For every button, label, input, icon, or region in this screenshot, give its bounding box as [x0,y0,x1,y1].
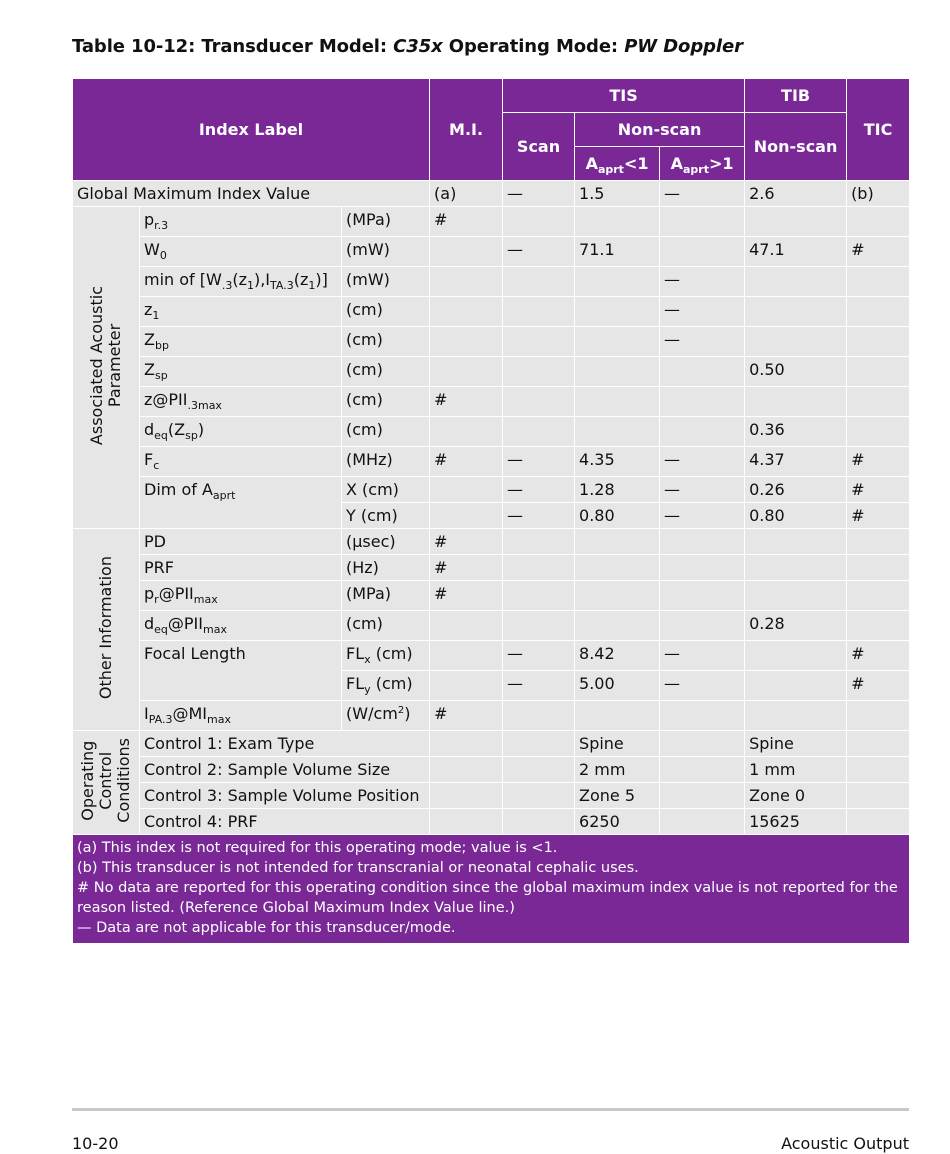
cell-gt1: — [660,671,745,701]
cell-tib: 15625 [745,809,847,835]
header-tib: TIB [745,79,847,113]
cell-lt1: 6250 [575,809,660,835]
cell-tic: # [847,503,910,529]
header-tic: TIC [847,79,910,181]
cell-scan: — [503,181,575,207]
cell-scan [503,731,575,757]
param-unit: (cm) [342,327,430,357]
header-non-scan: Non-scan [575,113,745,147]
cell-scan: — [503,477,575,503]
cell-lt1: 71.1 [575,237,660,267]
cell-tib: Zone 0 [745,783,847,809]
cell-lt1 [575,327,660,357]
group-other-information: Other Information [73,529,140,731]
table-row [73,237,910,267]
cell-mi: # [430,701,503,731]
param-label: PRF [140,555,342,581]
param-unit: (Hz) [342,555,430,581]
cell-tic [847,387,910,417]
cell-scan [503,267,575,297]
cell-mi [430,477,503,503]
header-mi: M.I. [430,79,503,181]
table-row [73,327,910,357]
cell-mi: # [430,447,503,477]
page-number: 10-20 [72,1134,119,1153]
control-label: Control 1: Exam Type [140,731,430,757]
cell-mi: # [430,529,503,555]
table-row [73,267,910,297]
cell-gt1 [660,611,745,641]
cell-lt1: 0.80 [575,503,660,529]
param-unit: $(W/cm^2)$ [342,701,430,731]
cell-mi [430,671,503,701]
param-unit: (MPa) [342,207,430,237]
param-unit: $FL_y$ (cm) [342,671,430,701]
cell-mi [430,641,503,671]
table-row [73,611,910,641]
cell-tib: Spine [745,731,847,757]
cell-mi [430,809,503,835]
table-row [73,783,910,809]
control-label: Control 2: Sample Volume Size [140,757,430,783]
table-row [73,297,910,327]
cell-scan [503,555,575,581]
cell-tic: # [847,477,910,503]
cell-gt1 [660,207,745,237]
cell-tic: (b) [847,181,910,207]
param-label: $z@PII_{.3max}$ [140,387,342,417]
param-label: $F_c$ [140,447,342,477]
header-scan: Scan [503,113,575,181]
table-row [73,477,910,503]
cell-mi [430,357,503,387]
cell-scan [503,809,575,835]
cell-lt1: 8.42 [575,641,660,671]
cell-tib: 1 mm [745,757,847,783]
cell-tib [745,641,847,671]
cell-scan [503,701,575,731]
header-tis: TIS [503,79,745,113]
cell-mi [430,503,503,529]
cell-tic [847,809,910,835]
param-unit: $FL_x$ (cm) [342,641,430,671]
table-notes [73,835,910,944]
group-operating-control-conditions: Operating Control Conditions [73,731,140,835]
cell-gt1 [660,757,745,783]
param-unit: (MPa) [342,581,430,611]
cell-tib: 2.6 [745,181,847,207]
note-a: (a) This index is not required for this operating mode; value is <1. [77,840,558,856]
param-label: $d_{eq}(Z_{sp})$ [140,417,342,447]
cell-tic [847,731,910,757]
note-b: (b) This transducer is not intended for transcranial or neonatal cephalic uses. [77,860,639,876]
cell-lt1: 1.5 [575,181,660,207]
cell-scan [503,327,575,357]
cell-lt1 [575,701,660,731]
table-row [73,529,910,555]
header-aaprt-gt1: $A_{aprt}>1$ [660,147,745,181]
cell-tic [847,757,910,783]
cell-lt1 [575,529,660,555]
cell-gt1 [660,387,745,417]
cell-tic [847,783,910,809]
cell-mi: # [430,387,503,417]
table-row [73,207,910,237]
table-row [73,641,910,671]
cell-gt1 [660,417,745,447]
cell-tib: 0.50 [745,357,847,387]
cell-gt1 [660,555,745,581]
section-name: Acoustic Output [781,1134,909,1153]
table-row [73,447,910,477]
cell-tib: 0.26 [745,477,847,503]
global-max-row [73,181,910,207]
cell-tib: 0.28 [745,611,847,641]
group-associated-acoustic-parameter: Associated Acoustic Parameter [73,207,140,529]
table-row [73,387,910,417]
cell-gt1: — [660,327,745,357]
cell-tib [745,529,847,555]
param-unit: (cm) [342,611,430,641]
cell-gt1 [660,701,745,731]
cell-scan: — [503,447,575,477]
cell-tic [847,417,910,447]
cell-scan [503,611,575,641]
cell-tib [745,555,847,581]
cell-mi: # [430,581,503,611]
cell-scan [503,757,575,783]
cell-gt1: — [660,297,745,327]
cell-mi [430,611,503,641]
cell-scan: — [503,503,575,529]
control-label: Control 4: PRF [140,809,430,835]
note-dash: — Data are not applicable for this transducer/mode. [77,920,456,936]
cell-tib [745,267,847,297]
cell-gt1: — [660,477,745,503]
cell-lt1: Spine [575,731,660,757]
param-unit: (cm) [342,387,430,417]
param-unit: (cm) [342,417,430,447]
header-index-label: Index Label [73,79,430,181]
cell-tib: 47.1 [745,237,847,267]
cell-mi [430,267,503,297]
cell-tic: # [847,641,910,671]
cell-tic [847,581,910,611]
table-row [73,701,910,731]
cell-gt1 [660,581,745,611]
cell-scan [503,297,575,327]
cell-mi: # [430,207,503,237]
cell-tib: 4.37 [745,447,847,477]
cell-lt1: 2 mm [575,757,660,783]
cell-lt1 [575,267,660,297]
cell-tib [745,671,847,701]
cell-gt1: — [660,181,745,207]
cell-gt1 [660,357,745,387]
param-unit: (mW) [342,267,430,297]
table-row [73,757,910,783]
cell-scan [503,207,575,237]
cell-tic [847,207,910,237]
header-aaprt-lt1: $A_{aprt}<1$ [575,147,660,181]
cell-tib [745,207,847,237]
cell-mi [430,731,503,757]
cell-tic: # [847,447,910,477]
table-row [73,581,910,611]
cell-tib [745,297,847,327]
cell-gt1 [660,731,745,757]
param-unit: (mW) [342,237,430,267]
cell-tic [847,297,910,327]
control-label: Control 3: Sample Volume Position [140,783,430,809]
cell-tic [847,701,910,731]
cell-gt1 [660,237,745,267]
param-label: Focal Length [140,641,342,701]
cell-tib: 0.80 [745,503,847,529]
cell-lt1 [575,555,660,581]
cell-tic: # [847,671,910,701]
cell-tib [745,327,847,357]
cell-mi [430,297,503,327]
param-label: $z_1$ [140,297,342,327]
table-row [73,731,910,757]
param-unit: X (cm) [342,477,430,503]
cell-tic [847,611,910,641]
param-label: $Z_{bp}$ [140,327,342,357]
cell-scan [503,529,575,555]
cell-scan: — [503,237,575,267]
cell-scan [503,417,575,447]
cell-tic [847,267,910,297]
cell-tib: 0.36 [745,417,847,447]
global-max-label: Global Maximum Index Value [73,181,430,207]
cell-tib [745,701,847,731]
cell-mi: # [430,555,503,581]
param-label: $Z_{sp}$ [140,357,342,387]
cell-mi [430,757,503,783]
param-unit: (cm) [342,357,430,387]
cell-lt1 [575,297,660,327]
cell-mi [430,327,503,357]
cell-gt1 [660,783,745,809]
param-label: $d_{eq}@PII_{max}$ [140,611,342,641]
param-label: min of $[W_{.3}(z_1),I_{TA.3}(z_1)]$ [140,267,342,297]
param-unit: Y (cm) [342,503,430,529]
cell-lt1 [575,611,660,641]
table-row [73,555,910,581]
footer-rule [72,1108,909,1111]
param-label: $W_0$ [140,237,342,267]
param-label: $p_r@PII_{max}$ [140,581,342,611]
cell-mi: (a) [430,181,503,207]
cell-scan: — [503,671,575,701]
cell-tic [847,327,910,357]
param-label: $I_{PA.3}@MI_{max}$ [140,701,342,731]
cell-mi [430,237,503,267]
cell-scan [503,581,575,611]
cell-scan [503,357,575,387]
cell-gt1 [660,529,745,555]
cell-tic [847,357,910,387]
param-label: PD [140,529,342,555]
table-caption: Table 10-12: Transducer Model: C35x Operating Mode: PW Doppler [72,36,743,57]
param-label: Dim of $A_{aprt}$ [140,477,342,529]
param-unit: (cm) [342,297,430,327]
table-row [73,809,910,835]
table-row [73,357,910,387]
cell-tib [745,387,847,417]
cell-lt1: 1.28 [575,477,660,503]
cell-lt1: 4.35 [575,447,660,477]
cell-lt1: 5.00 [575,671,660,701]
param-label: $p_{r.3}$ [140,207,342,237]
header-tib-non-scan: Non-scan [745,113,847,181]
cell-scan: — [503,641,575,671]
cell-gt1 [660,809,745,835]
param-unit: (MHz) [342,447,430,477]
cell-tic [847,529,910,555]
table-row [73,417,910,447]
cell-lt1 [575,207,660,237]
cell-tib [745,581,847,611]
param-unit: (µsec) [342,529,430,555]
cell-lt1: Zone 5 [575,783,660,809]
cell-tic: # [847,237,910,267]
cell-lt1 [575,357,660,387]
cell-scan [503,387,575,417]
cell-gt1: — [660,641,745,671]
cell-gt1: — [660,447,745,477]
acoustic-output-table [72,78,910,944]
cell-mi [430,783,503,809]
cell-gt1: — [660,267,745,297]
note-hash: # No data are reported for this operating condition since the global maximum index value is not reported for the reason listed. (Reference Global Maximum Index Value line.) [77,880,898,916]
cell-gt1: — [660,503,745,529]
cell-scan [503,783,575,809]
cell-tic [847,555,910,581]
cell-mi [430,417,503,447]
cell-lt1 [575,581,660,611]
cell-lt1 [575,387,660,417]
cell-lt1 [575,417,660,447]
